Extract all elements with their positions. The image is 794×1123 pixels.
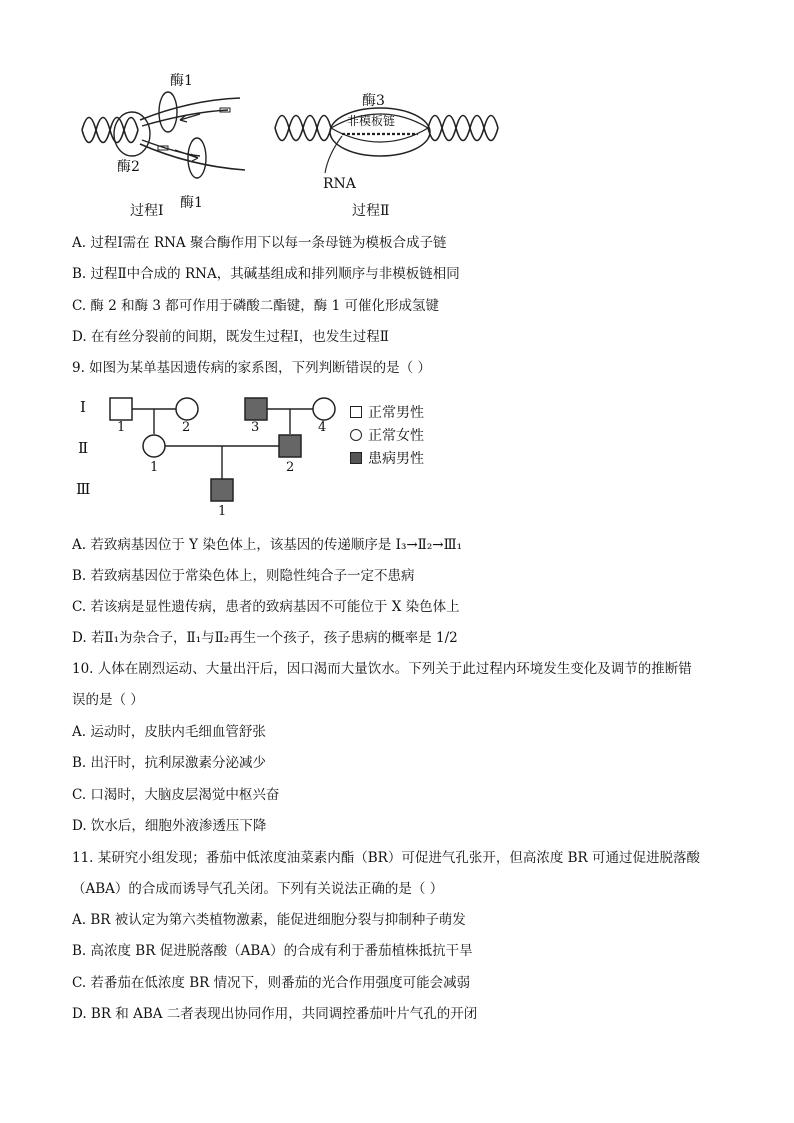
rna-label: RNA (323, 176, 356, 192)
gen-II-label: Ⅱ (78, 439, 89, 457)
q9-option-b: B. 若致病基因位于常染色体上，则隐性纯合子一定不患病 (72, 568, 415, 584)
I-3-label: 3 (251, 420, 260, 435)
II-2-label: 2 (286, 460, 295, 475)
pedigree-chart (70, 390, 370, 520)
I-2-label: 2 (182, 420, 191, 435)
q11-option-c: C. 若番茄在低浓度 BR 情况下，则番茄的光合作用强度可能会减弱 (72, 975, 471, 991)
I-3-affected-male (245, 398, 267, 420)
I-1-label: 1 (117, 420, 126, 435)
q10-option-a: A. 运动时，皮肤内毛细血管舒张 (72, 724, 266, 740)
gen-III-label: Ⅲ (76, 480, 91, 498)
legend-normal-male: 正常男性 (350, 402, 424, 422)
gen-I-label: Ⅰ (80, 398, 86, 416)
process2-label: 过程Ⅱ (352, 203, 390, 219)
I-4-normal-female (313, 398, 335, 420)
q9-option-d: D. 若Ⅱ₁为杂合子，Ⅱ₁与Ⅱ₂再生一个孩子，孩子患病的概率是 1/2 (72, 630, 458, 646)
I-4-label: 4 (318, 420, 327, 435)
I-1-normal-male (110, 398, 132, 420)
process1-dna-helix (82, 118, 138, 143)
q10-option-b: B. 出汗时，抗利尿激素分泌减少 (72, 755, 267, 771)
q10-stem-line1: 10. 人体在剧烈运动、大量出汗后，因口渴而大量饮水。下列关于此过程内环境发生变化及调节的推断错 (72, 661, 692, 677)
q11-stem-line2: （ABA）的合成而诱导气孔关闭。下列有关说法正确的是（ ） (72, 881, 444, 897)
legend-square-icon (350, 406, 362, 418)
q9-stem: 9. 如图为某单基因遗传病的家系图，下列判断错误的是（ ） (72, 360, 431, 376)
enzyme2-label: 酶2 (117, 159, 140, 175)
I-2-normal-female (176, 398, 198, 420)
q9-option-a: A. 若致病基因位于 Y 染色体上，该基因的传递顺序是 I₃→Ⅱ₂→Ⅲ₁ (72, 537, 463, 553)
q11-option-a: A. BR 被认定为第六类植物激素，能促进细胞分裂与抑制种子萌发 (72, 912, 466, 928)
III-1-label: 1 (218, 504, 227, 519)
q10-stem-line2: 误的是（ ） (72, 692, 144, 708)
enzyme1-bottom-label: 酶1 (180, 195, 203, 211)
q9-option-c: C. 若该病是显性遗传病，患者的致病基因不可能位于 X 染色体上 (72, 599, 460, 615)
legend-filled-square-icon (350, 452, 362, 464)
enzyme1-top-label: 酶1 (170, 73, 193, 89)
nontemplate-label: 非模板链 (347, 114, 396, 128)
q11-stem-line1: 11. 某研究小组发现；番茄中低浓度油菜素内酯（BR）可促进气孔张开，但高浓度 BR 可通过促进脱落酸 (72, 850, 701, 866)
II-1-normal-female (143, 435, 165, 457)
II-2-affected-male (279, 435, 301, 457)
enzyme3-label: 酶3 (362, 93, 385, 109)
q8-option-c: C. 酶 2 和酶 3 都可作用于磷酸二酯键，酶 1 可催化形成氢键 (72, 298, 439, 314)
q8-option-a: A. 过程Ⅰ需在 RNA 聚合酶作用下以每一条母链为模板合成子链 (72, 235, 447, 251)
q8-option-b: B. 过程Ⅱ中合成的 RNA，其碱基组成和排列顺序与非模板链相同 (72, 266, 460, 282)
legend-circle-icon (350, 429, 362, 441)
process1-label: 过程Ⅰ (130, 203, 164, 219)
II-1-label: 1 (150, 460, 159, 475)
q11-option-b: B. 高浓度 BR 促进脱落酸（ABA）的合成有利于番茄植株抵抗干旱 (72, 943, 473, 959)
q10-option-c: C. 口渴时，大脑皮层渴觉中枢兴奋 (72, 787, 280, 803)
legend-normal-female: 正常女性 (350, 425, 424, 445)
q8-option-d: D. 在有丝分裂前的间期，既发生过程Ⅰ，也发生过程Ⅱ (72, 329, 389, 345)
legend-affected-male: 患病男性 (350, 448, 424, 468)
q10-option-d: D. 饮水后，细胞外液渗透压下降 (72, 818, 267, 834)
q11-option-d: D. BR 和 ABA 二者表现出协同作用，共同调控番茄叶片气孔的开闭 (72, 1006, 478, 1022)
III-1-affected-male (211, 479, 233, 501)
